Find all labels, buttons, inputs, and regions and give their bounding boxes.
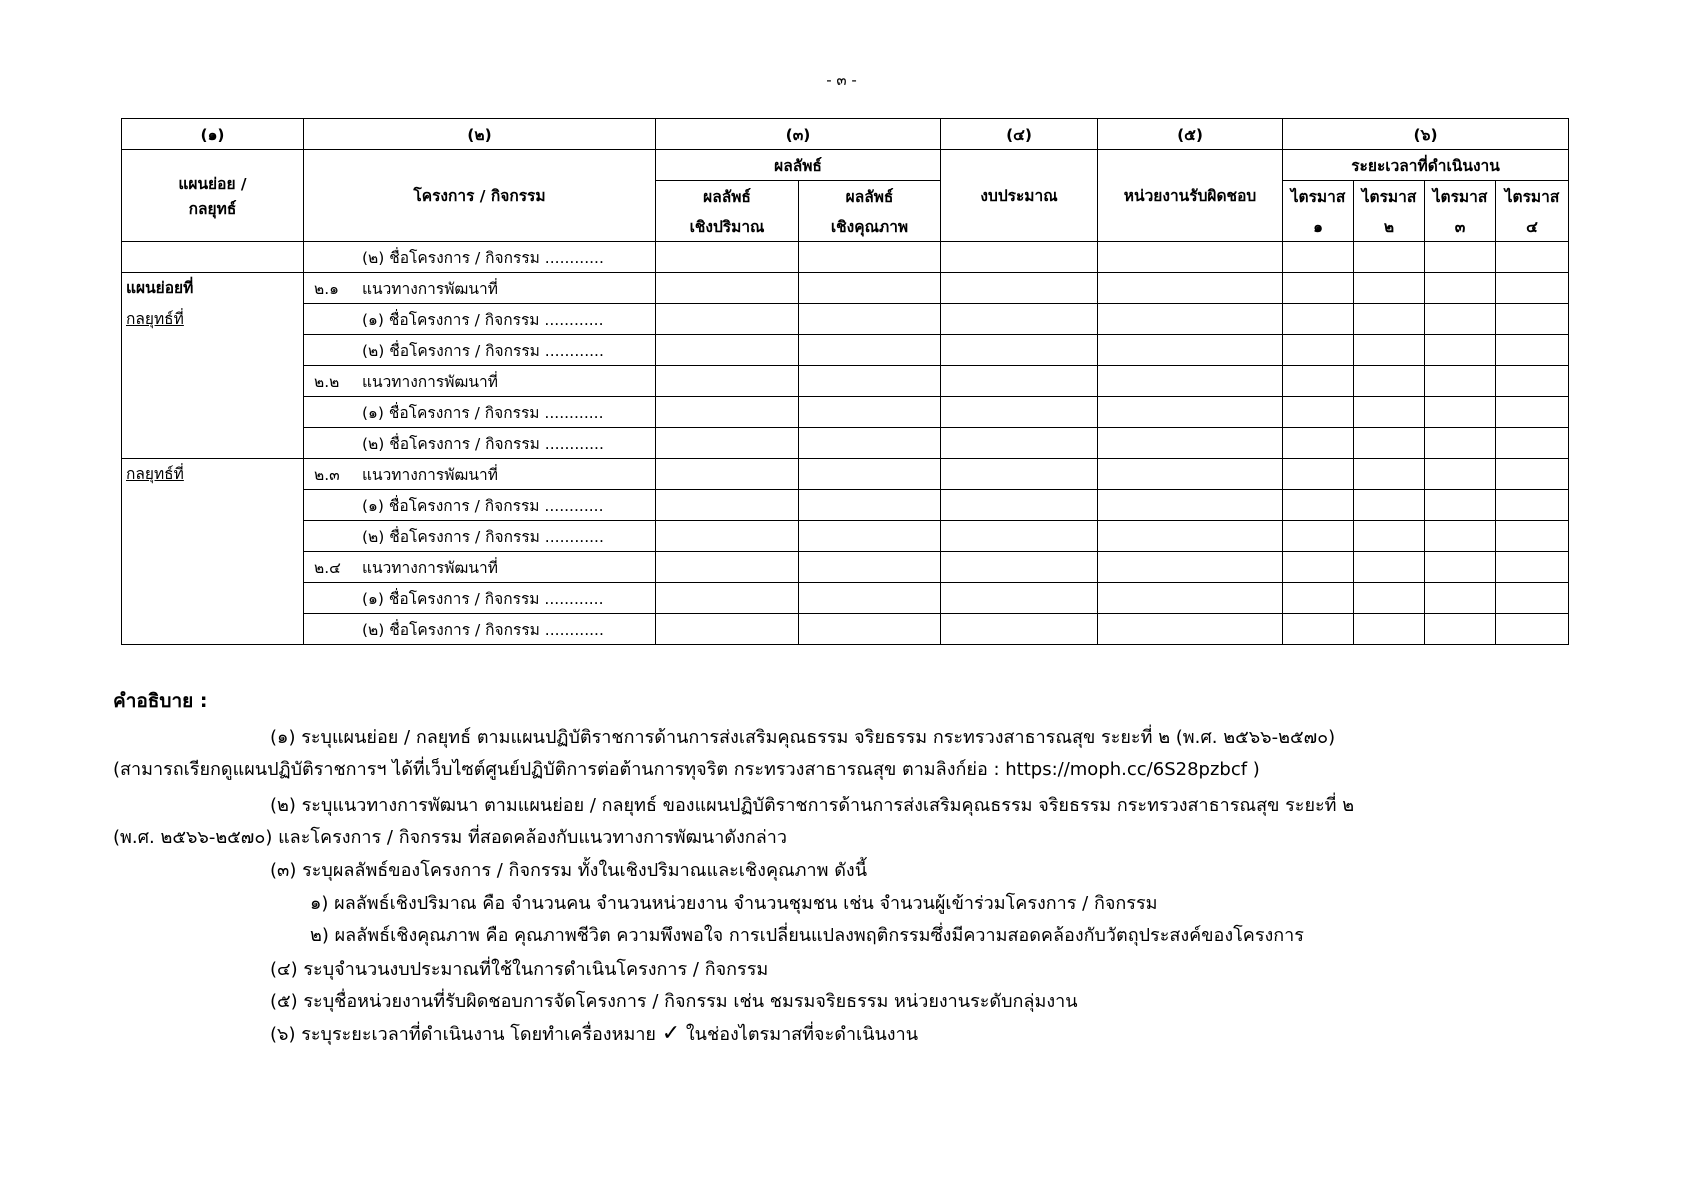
- description-heading: คำอธิบาย :: [113, 690, 208, 712]
- col-num: (๖): [1283, 119, 1569, 150]
- header-output: ผลลัพธ์: [656, 150, 941, 181]
- col-num: (๕): [1098, 119, 1283, 150]
- table-row: [122, 490, 1569, 521]
- header-quarter-num: ๓: [1425, 211, 1496, 242]
- page-number: - ๓ -: [826, 71, 857, 89]
- header-quarter: ไตรมาส: [1425, 181, 1496, 212]
- strategy-label: กลยุทธ์ที่: [126, 310, 184, 328]
- table-row: [122, 583, 1569, 614]
- guide-cell: ๒.๑ แนวทางการพัฒนาที่: [304, 273, 656, 304]
- project-cell: (๒) ชื่อโครงการ / กิจกรรม ............: [304, 614, 656, 645]
- description-text: ในช่องไตรมาสที่จะดำเนินงาน: [685, 1024, 919, 1045]
- description-line: (๑) ระบุแผนย่อย / กลยุทธ์ ตามแผนปฏิบัติราชการด้านการส่งเสริมคุณธรรม จริยธรรม กระทรวงสาธารณสุข ระยะที่ ๒ (พ.ศ. ๒๕๖๖-๒๕๗๐): [270, 727, 1336, 748]
- guide-cell: ๒.๒ แนวทางการพัฒนาที่: [304, 366, 656, 397]
- project-cell: (๒) ชื่อโครงการ / กิจกรรม ............: [304, 242, 656, 273]
- description-line: ๒) ผลลัพธ์เชิงคุณภาพ คือ คุณภาพชีวิต ความพึงพอใจ การเปลี่ยนแปลงพฤติกรรมซึ่งมีความสอดคล้องกับวัตถุประสงค์ของโครงการ: [310, 925, 1304, 946]
- table-row: [122, 366, 1569, 397]
- table-row: [122, 304, 1569, 335]
- col-num: (๒): [304, 119, 656, 150]
- description-line: ๑) ผลลัพธ์เชิงปริมาณ คือ จำนวนคน จำนวนหน่วยงาน จำนวนชุมชน เช่น จำนวนผู้เข้าร่วมโครงการ / กิจกรรม: [310, 893, 1158, 914]
- guide-cell: ๒.๓ แนวทางการพัฒนาที่: [304, 459, 656, 490]
- strategy-label: กลยุทธ์ที่: [126, 465, 184, 483]
- table-row: [122, 335, 1569, 366]
- description-line: (๓) ระบุผลลัพธ์ของโครงการ / กิจกรรม ทั้งในเชิงปริมาณและเชิงคุณภาพ ดังนี้: [270, 860, 868, 881]
- project-cell: (๑) ชื่อโครงการ / กิจกรรม ............: [304, 490, 656, 521]
- header-quarter-num: ๑: [1283, 211, 1354, 242]
- header-output-qual-sub: เชิงคุณภาพ: [799, 211, 941, 242]
- description-line: (๔) ระบุจำนวนงบประมาณที่ใช้ในการดำเนินโครงการ / กิจกรรม: [270, 959, 769, 980]
- project-cell: (๑) ชื่อโครงการ / กิจกรรม ............: [304, 397, 656, 428]
- header-output-qual: ผลลัพธ์: [799, 181, 941, 212]
- table-row: [122, 552, 1569, 583]
- table-row: [122, 521, 1569, 552]
- table-row: [122, 459, 1569, 490]
- plan-cell: [122, 459, 304, 645]
- description-line: (พ.ศ. ๒๕๖๖-๒๕๗๐) และโครงการ / กิจกรรม ที่สอดคล้องกับแนวทางการพัฒนาดังกล่าว: [113, 827, 787, 848]
- project-cell: (๒) ชื่อโครงการ / กิจกรรม ............: [304, 521, 656, 552]
- project-cell: (๒) ชื่อโครงการ / กิจกรรม ............: [304, 335, 656, 366]
- col-num: (๓): [656, 119, 941, 150]
- header-budget: งบประมาณ: [941, 150, 1098, 242]
- header-quarter-num: ๒: [1354, 211, 1425, 242]
- project-cell: (๒) ชื่อโครงการ / กิจกรรม ............: [304, 428, 656, 459]
- header-period: ระยะเวลาที่ดำเนินงาน: [1283, 150, 1569, 181]
- header-quarter: ไตรมาส: [1354, 181, 1425, 212]
- col-num: (๔): [941, 119, 1098, 150]
- header-output-qty-sub: เชิงปริมาณ: [656, 211, 799, 242]
- description-line: (๕) ระบุชื่อหน่วยงานที่รับผิดชอบการจัดโครงการ / กิจกรรม เช่น ชมรมจริยธรรม หน่วยงานระดับกลุ่มงาน: [270, 991, 1078, 1012]
- header-plan: แผนย่อย / กลยุทธ์: [122, 150, 304, 242]
- description-line: (๒) ระบุแนวทางการพัฒนา ตามแผนย่อย / กลยุทธ์ ของแผนปฏิบัติราชการด้านการส่งเสริมคุณธรรม จริยธรรม กระทรวงสาธารณสุข ระยะที่ ๒: [270, 795, 1355, 816]
- column-number-row: [122, 119, 1569, 150]
- project-cell: (๑) ชื่อโครงการ / กิจกรรม ............: [304, 583, 656, 614]
- description-text: (๖) ระบุระยะเวลาที่ดำเนินงาน โดยทำเครื่องหมาย: [270, 1024, 656, 1045]
- header-agency: หน่วยงานรับผิดชอบ: [1098, 150, 1283, 242]
- col-num: (๑): [122, 119, 304, 150]
- guide-cell: ๒.๔ แนวทางการพัฒนาที่: [304, 552, 656, 583]
- table-row: [122, 242, 1569, 273]
- table-row: [122, 614, 1569, 645]
- header-output-qty: ผลลัพธ์: [656, 181, 799, 212]
- description-line: (สามารถเรียกดูแผนปฏิบัติราชการฯ ได้ที่เว็บไซต์ศูนย์ปฏิบัติการต่อต้านการทุจริต กระทรวงสาธารณสุข ตามลิงก์ย่อ : https://moph.cc/6S28pzbcf ): [113, 759, 1260, 780]
- plan-cell: [122, 273, 304, 459]
- description-line: [270, 1019, 918, 1048]
- plan-table: [121, 118, 1569, 645]
- project-cell: (๑) ชื่อโครงการ / กิจกรรม ............: [304, 304, 656, 335]
- header-quarter: ไตรมาส: [1283, 181, 1354, 212]
- table-row: [122, 428, 1569, 459]
- table-row: [122, 397, 1569, 428]
- check-mark-icon: ✓: [661, 1021, 681, 1046]
- header-quarter-num: ๔: [1496, 211, 1569, 242]
- header-project: โครงการ / กิจกรรม: [304, 150, 656, 242]
- header-quarter: ไตรมาส: [1496, 181, 1569, 212]
- table-row: [122, 273, 1569, 304]
- plan-label: แผนย่อยที่: [126, 279, 194, 297]
